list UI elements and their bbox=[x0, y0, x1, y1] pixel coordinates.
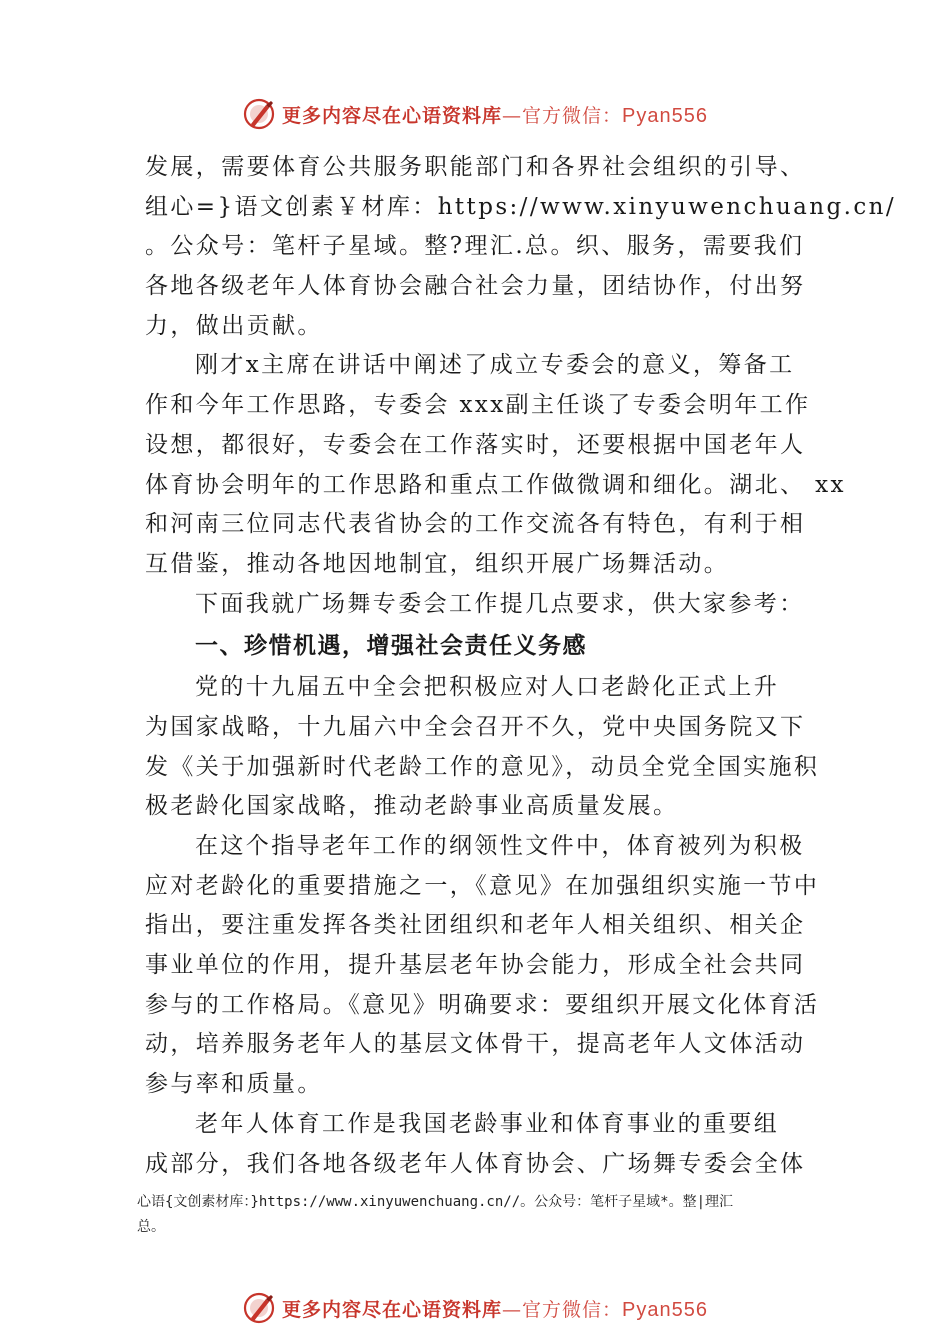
paragraph-line: 党的十九届五中全会把积极应对人口老龄化正式上升 bbox=[195, 674, 780, 701]
watermark-plain: —官方微信： bbox=[502, 1298, 623, 1321]
paragraph-line: 下面我就广场舞专委会工作提几点要求，供大家参考： bbox=[195, 590, 805, 617]
paragraph-line: 为国家战略，十九届六中全会召开不久，党中央国务院又下 bbox=[145, 713, 806, 740]
paragraph-line: 老年人体育工作是我国老龄事业和体育事业的重要组 bbox=[195, 1110, 780, 1137]
paragraph-line: 设想，都很好，专委会在工作落实时，还要根据中国老年人 bbox=[145, 431, 806, 458]
watermark-handle: Pyan556 bbox=[622, 1298, 708, 1321]
pen-nib-seal-icon bbox=[242, 1291, 276, 1325]
paragraph-line: 刚才x主席在讲话中阐述了成立专委会的意义，筹备工 bbox=[195, 352, 795, 379]
paragraph-line: 各地各级老年人体育协会融合社会力量，团结协作，付出努 bbox=[145, 273, 806, 300]
paragraph-line: 和河南三位同志代表省协会的工作交流各有特色，有利于相 bbox=[145, 511, 806, 538]
watermark-text bbox=[282, 101, 708, 128]
paragraph-line: 在这个指导老年工作的纲领性文件中，体育被列为积极 bbox=[195, 833, 805, 859]
footnote bbox=[137, 1190, 837, 1240]
paragraph-line: 事业单位的作用，提升基层老年协会能力，形成全社会共同 bbox=[145, 952, 806, 979]
watermark-handle: Pyan556 bbox=[622, 104, 708, 127]
section-heading: 一、珍惜机遇，增强社会责任义务感 bbox=[195, 633, 587, 660]
paragraph-line: 体育协会明年的工作思路和重点工作做微调和细化。湖北、 xx bbox=[145, 471, 846, 498]
paragraph-line: 组心=}语文创素￥材库：https://www.xinyuwenchuang.cn/ bbox=[145, 193, 896, 220]
paragraph-line: 极老龄化国家战略，推动老龄事业高质量发展。 bbox=[145, 793, 679, 820]
paragraph-line: 作和今年工作思路，专委会 xxx副主任谈了专委会明年工作 bbox=[145, 392, 811, 419]
paragraph-line: 。公众号：笔杆子星域。整?理汇.总。织、服务，需要我们 bbox=[145, 233, 805, 260]
pen-nib-seal-icon bbox=[242, 97, 276, 131]
footnote-line: 总。 bbox=[137, 1219, 165, 1235]
footer-watermark bbox=[0, 1286, 950, 1330]
paragraph-line: 参与率和质量。 bbox=[145, 1071, 323, 1098]
watermark-bold: 更多内容尽在心语资料库 bbox=[282, 104, 503, 127]
paragraph-line: 发展，需要体育公共服务职能部门和各界社会组织的引导、 bbox=[145, 154, 806, 180]
paragraph-line: 力，做出贡献。 bbox=[145, 312, 323, 339]
paragraph-line: 参与的工作格局。《意见》明确要求：要组织开展文化体育活 bbox=[145, 991, 820, 1018]
footnote-line: 心语{文创素材库：}https://www.xinyuwenchuang.cn//。公众号：笔杆子星域*。整|理汇 bbox=[137, 1194, 734, 1210]
paragraph-line: 指出，要注重发挥各类社团组织和老年人相关组织、相关企 bbox=[145, 912, 806, 939]
paragraph-line: 应对老龄化的重要措施之一，《意见》在加强组织实施一节中 bbox=[145, 872, 820, 899]
paragraph-line: 互借鉴，推动各地因地制宜，组织开展广场舞活动。 bbox=[145, 550, 730, 577]
paragraph-line: 动，培养服务老年人的基层文体骨干，提高老年人文体活动 bbox=[145, 1031, 806, 1058]
watermark-text bbox=[282, 1295, 708, 1322]
document-body bbox=[145, 148, 896, 1184]
watermark-plain: —官方微信： bbox=[502, 104, 623, 127]
paragraph-line: 发《关于加强新时代老龄工作的意见》，动员全党全国实施积 bbox=[145, 753, 820, 780]
paragraph-line: 成部分，我们各地各级老年人体育协会、广场舞专委会全体 bbox=[145, 1150, 806, 1177]
header-watermark bbox=[0, 92, 950, 136]
watermark-bold: 更多内容尽在心语资料库 bbox=[282, 1298, 503, 1321]
